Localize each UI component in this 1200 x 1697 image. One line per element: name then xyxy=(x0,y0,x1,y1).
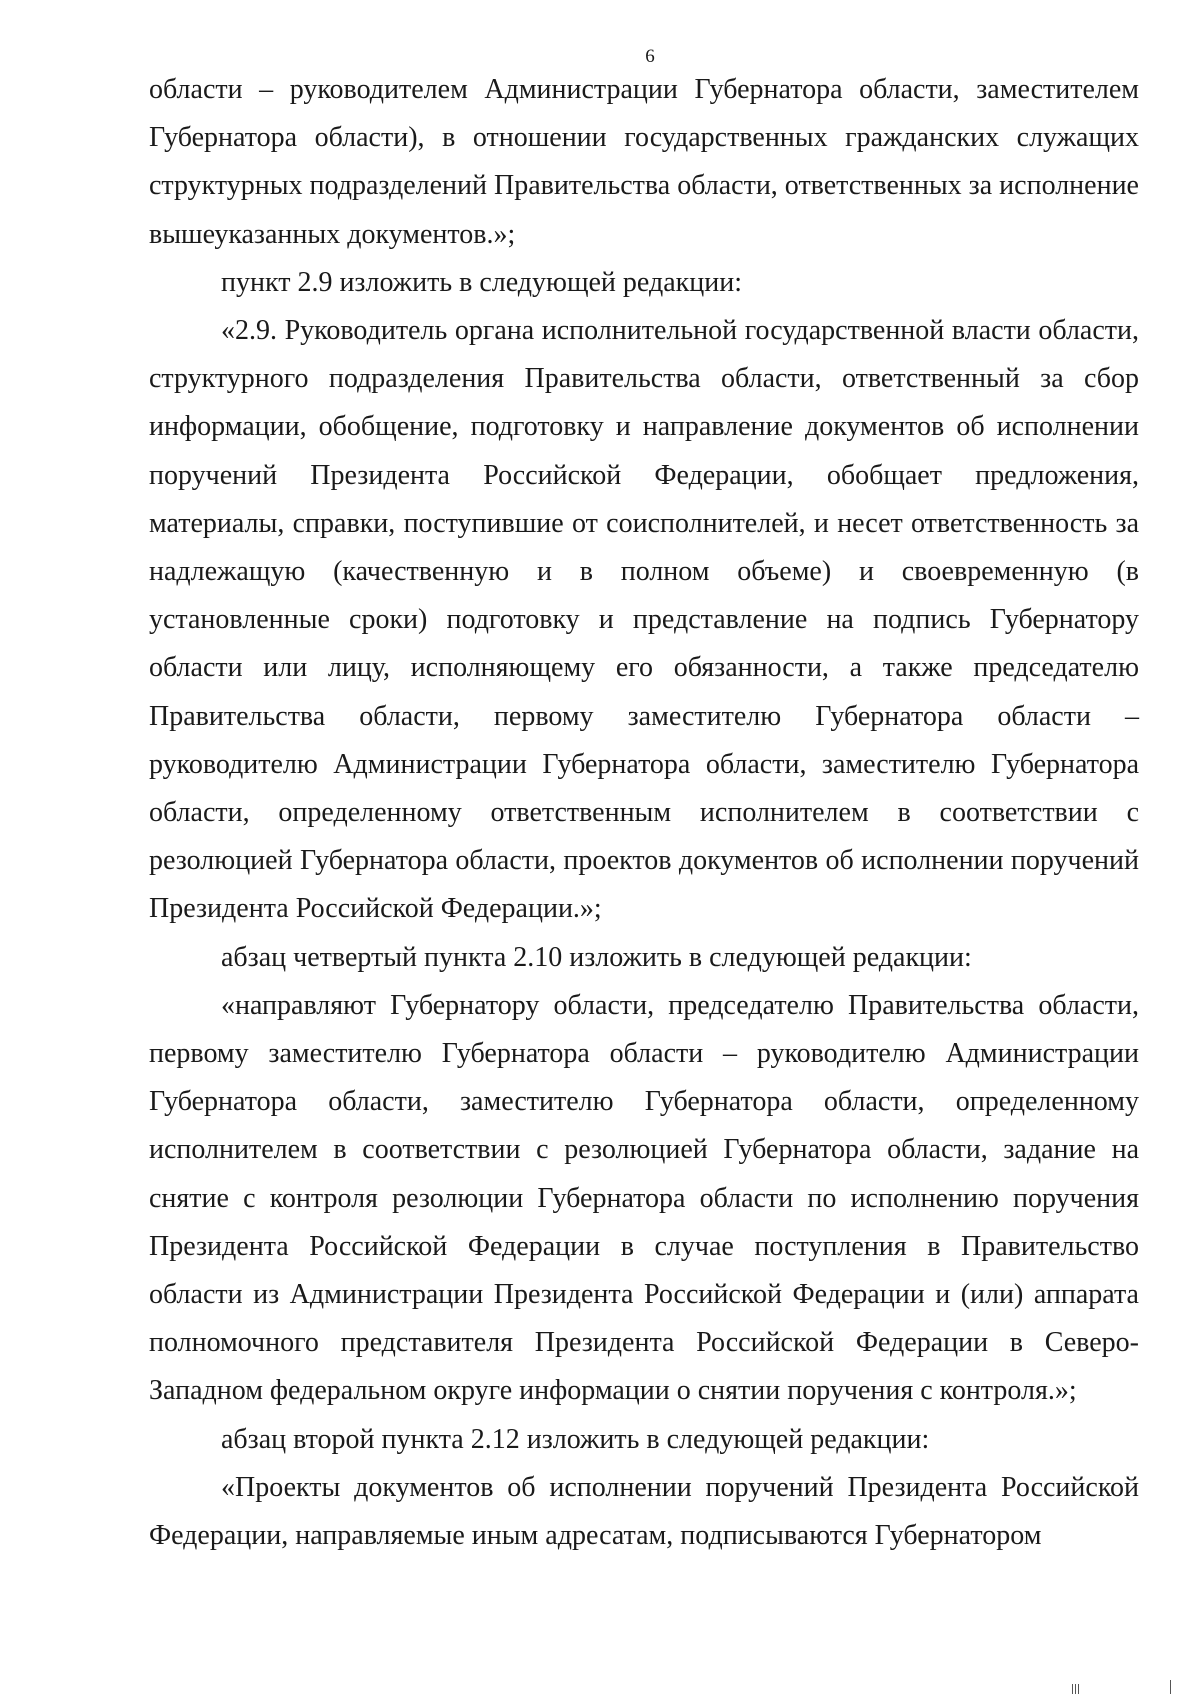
scan-artifact-mark xyxy=(1072,1684,1073,1694)
paragraph-clause-2-9: «2.9. Руководитель органа исполнительной государственной власти области, структурного подразделения Правительства области, ответственный за сбор информации, обобщение, подготовку и направление документов об исполнении поручений Президента Российской Федерации, обобщает предложения, материалы, справки, поступившие от соисполнителей, и несет ответственность за надлежащую (качественную и в полном объеме) и своевременную (в установленные сроки) подготовку и представление на подпись Губернатору области или лицу, исполняющему его обязанности, а также председателю Правительства области, первому заместителю Губернатора области – руководителю Администрации Губернатора области, заместителю Губернатора области, определенному ответственным исполнителем в соответствии с резолюцией Губернатора области, проектов документов об исполнении поручений Президента Российской Федерации.»; xyxy=(149,315,1139,925)
paragraph-instruction-2-9: пункт 2.9 изложить в следующей редакции: xyxy=(221,266,742,298)
scan-artifact-mark xyxy=(1075,1684,1076,1694)
paragraph-clause-2-12: «Проекты документов об исполнении поручений Президента Российской Федерации, направляемые иным адресатам, подписываются Губернатором xyxy=(149,1471,1139,1552)
paragraph-instruction-2-12: абзац второй пункта 2.12 изложить в следующей редакции: xyxy=(221,1423,930,1455)
paragraph-instruction-2-10: абзац четвертый пункта 2.10 изложить в следующей редакции: xyxy=(221,941,972,973)
document-body xyxy=(149,66,1139,1560)
scan-artifact-mark xyxy=(1170,1680,1171,1694)
scan-artifact-mark xyxy=(1078,1684,1079,1694)
paragraph-continuation: области – руководителем Администрации Губернатора области, заместителем Губернатора области), в отношении государственных гражданских служащих структурных подразделений Правительства области, ответственных за исполнение вышеуказанных документов.»; xyxy=(149,74,1139,250)
page-number: 6 xyxy=(645,46,655,67)
paragraph-clause-2-10: «направляют Губернатору области, председателю Правительства области, первому заместителю Губернатора области – руководителю Администрации Губернатора области, заместителю Губернатора области, определенному исполнителем в соответствии с резолюцией Губернатора области, задание на снятие с контроля резолюции Губернатора области по исполнению поручения Президента Российской Федерации в случае поступления в Правительство области из Администрации Президента Российской Федерации и (или) аппарата полномочного представителя Президента Российской Федерации в Северо-Западном федеральном округе информации о снятии поручения с контроля.»; xyxy=(149,989,1139,1407)
